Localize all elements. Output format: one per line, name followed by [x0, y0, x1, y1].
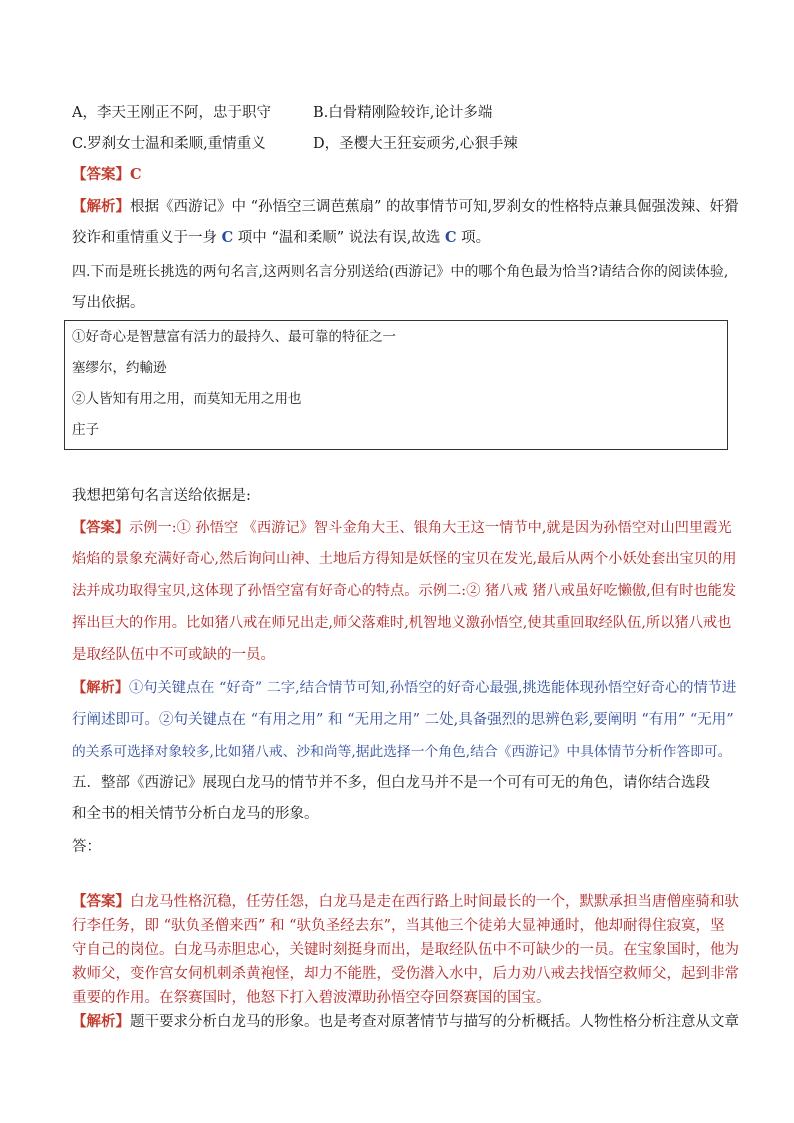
analysis-text: 狡诈和重情重义于一身: [72, 230, 222, 246]
analysis-tag: 【解析】: [72, 680, 130, 696]
q5-answer-line-2: 行李任务，即 “驮负圣僧来西” 和 “驮负圣经去东”，当其他三个徒弟大显神通时，他却耐得住寂寞，坚: [72, 918, 725, 934]
analysis-text: ①句关键点在 “好奇” 二字,结合情节可知,孙悟空的好奇心最强,挑选能体现孙悟空好奇心的情节进: [129, 680, 737, 696]
quote-2-author: 庄子: [72, 422, 99, 438]
option-letter: C: [445, 229, 457, 246]
q4-answer-line-2: 焰焰的景象充满好奇心,然后询问山神、土地后方得知是妖怪的宝贝在发光,最后从两个小妖处套出宝贝的用: [72, 551, 737, 567]
analysis-tag: 【解析】: [72, 1013, 130, 1030]
q5-analysis-line-1: [72, 1013, 739, 1031]
q5-stem-line-1: 五．整部《西游记》展现白龙马的情节并不多，但白龙马并不是一个可有可无的角色，请你结合选段: [72, 775, 710, 791]
answer-text: 示例一:① 孙悟空 《西游记》智斗金角大王、银角大王这一情节中,就是因为孙悟空对山凹里霞光: [129, 520, 732, 536]
q3-answer: [72, 166, 142, 184]
analysis-text: 项。: [456, 230, 491, 246]
q5-answer-line-3: 守自己的岗位。白龙马赤胆忠心，关键时刻挺身而出，是取经队伍中不可缺少的一员。在宝象国时，他为: [72, 942, 739, 958]
answer-value: C: [130, 166, 142, 183]
q5-stem-line-2: 和全书的相关情节分析白龙马的形象。: [72, 806, 319, 822]
option-letter: C: [221, 229, 234, 246]
quote-1: ①好奇心是智慧富有活力的最持久、最可靠的特征之一: [72, 329, 396, 345]
q4-analysis-line-2: 行阐述即可。②句关键点在 “有用之用” 和 “无用之用” 二处,具备强烈的思辨色彩,要阐明 “有用” “无用”: [72, 712, 734, 728]
q4-stem-line-1: 四.下而是班长挑选的两句名言,这两则名言分别送给(西游记》中的哪个角色最为恰当?请结合你的阅读体验,: [72, 264, 729, 280]
q4-answer-line-1: [72, 519, 732, 537]
answer-tag: 【答案】: [72, 893, 130, 910]
analysis-text: 项中 “温和柔顺” 说法有误,故选: [233, 230, 446, 246]
analysis-text: 题干要求分析白龙马的形象。也是考查对原著情节与描写的分析概括。人物性格分析注意从文章: [130, 1014, 739, 1030]
q4-answer-line-5: 是取经队伍中不可或缺的一员。: [72, 647, 275, 663]
q3-analysis-line-1: [72, 198, 739, 216]
q5-answer-line-4: 救师父，变作宫女伺机刺杀黄袍怪，却力不能胜，受伤潜入水中，后力劝八戒去找悟空救师父，起到非常: [72, 966, 739, 982]
q4-answer-line-4: 挥出巨大的作用。比如猪八戒在师兄出走,师父落难时,机智地义激孙悟空,使其重回取经队伍,所以猪八戒也: [72, 615, 732, 631]
q4-analysis-line-1: [72, 679, 736, 697]
analysis-text: 根据《西游记》中 “孙悟空三调芭蕉扇” 的故事情节可知,罗刹女的性格特点兼具倔强泼辣、奸猾: [130, 199, 739, 215]
q5-answer-label: 答：: [72, 839, 101, 855]
quote-2: ②人皆知有用之用，而莫知无用之用也: [72, 391, 302, 407]
answer-tag: 【答案】: [72, 520, 130, 536]
option-a: A，李天王刚正不阿，忠于职守: [72, 105, 271, 121]
q5-answer-line-1: [72, 893, 739, 911]
q4-stem-line-2: 写出依据。: [72, 295, 145, 311]
option-d: D，圣樱大王狂妄顽劣,心狠手辣: [313, 136, 518, 152]
answer-text: 白龙马性格沉稳，任劳任怨，白龙马是走在西行路上时间最长的一个，默默承担当唐僧座骑和驮: [130, 894, 739, 910]
analysis-tag: 【解析】: [72, 198, 130, 215]
q4-answer-line-3: 法并成功取得宝贝,这体现了孙悟空富有好奇心的特点。示例二:② 猪八戒 猪八戒虽好吃懒傲,但有时也能发: [72, 583, 737, 599]
q4-analysis-line-3: 的关系可选择对象较多,比如猪八戒、沙和尚等,据此选择一个角色,结合《西游记》中具体情节分析作答即可。: [72, 744, 732, 760]
q5-answer-line-5: 重要的作用。在祭赛国时，他怒下打入碧波潭助孙悟空夺回祭赛国的国宝。: [72, 990, 551, 1006]
quote-1-author: 塞缪尔，约輸逊: [72, 360, 167, 376]
q3-analysis-line-2: [72, 229, 490, 247]
option-b: B.白骨精刚险较诈,论计多端: [313, 105, 493, 121]
q4-prompt: 我想把第句名言送给依据是:: [72, 488, 251, 504]
option-c: C.罗刹女士温和柔顺,重情重义: [72, 136, 266, 152]
answer-tag: 【答案】: [72, 166, 130, 183]
